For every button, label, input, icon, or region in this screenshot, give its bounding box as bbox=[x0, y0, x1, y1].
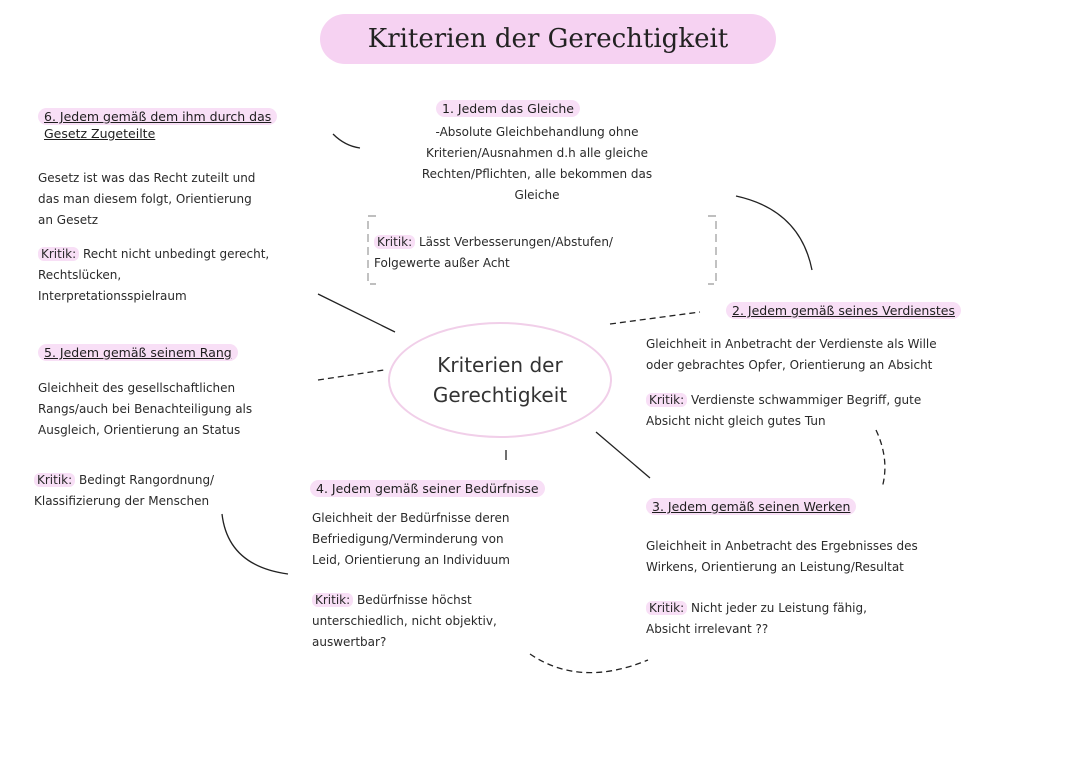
section-2-critique-label: Kritik: bbox=[646, 393, 687, 407]
section-1-heading bbox=[436, 100, 580, 117]
connector-s6-s1 bbox=[333, 134, 360, 148]
section-5-critique-text: Bedingt Rangordnung/ Klassifizierung der Menschen bbox=[34, 473, 215, 508]
section-6-heading-line1: 6. Jedem gemäß dem ihm durch das bbox=[38, 108, 277, 125]
section-2-critique-text: Verdienste schwammiger Begriff, gute Absicht nicht gleich gutes Tun bbox=[646, 393, 922, 428]
section-4-critique bbox=[312, 590, 602, 653]
page-title: Kriterien der Gerechtigkeit bbox=[320, 14, 776, 64]
section-2-body: Gleichheit in Anbetracht der Verdienste als Wille oder gebrachtes Opfer, Orientierung an Absicht bbox=[646, 337, 937, 372]
section-4-critique-label: Kritik: bbox=[312, 593, 353, 607]
connector-s4-s3-curve bbox=[530, 654, 648, 673]
section-5-heading-text: 5. Jedem gemäß seinem Rang bbox=[38, 344, 238, 361]
section-2-critique bbox=[646, 390, 1026, 432]
section-1-critique bbox=[374, 232, 714, 274]
section-5-body: Gleichheit des gesellschaftlichen Rangs/auch bei Benachteiligung als Ausgleich, Orientierung an Status bbox=[38, 381, 253, 437]
section-3-heading-text: 3. Jedem gemäß seinen Werken bbox=[646, 498, 856, 515]
center-topic: Kriterien der Gerechtigkeit bbox=[388, 322, 612, 438]
section-1-body: -Absolute Gleichbehandlung ohne Kriterien/Ausnahmen d.h alle gleiche Rechten/Pflichten, alle bekommen das Gleiche bbox=[421, 125, 653, 202]
section-3-critique-label: Kritik: bbox=[646, 601, 687, 615]
section-4-body: Gleichheit der Bedürfnisse deren Befriedigung/Verminderung von Leid, Orientierung an Individuum bbox=[312, 511, 510, 567]
connector-s2-s3-curve bbox=[876, 430, 885, 488]
section-3-critique-text: Nicht jeder zu Leistung fähig, Absicht irrelevant ?? bbox=[646, 601, 867, 636]
section-3-heading bbox=[646, 498, 856, 515]
section-5-heading bbox=[38, 344, 238, 361]
section-6-heading bbox=[38, 108, 277, 142]
section-6-heading-line2: Gesetz Zugeteilte bbox=[44, 126, 156, 141]
section-5-critique bbox=[34, 470, 294, 512]
section-3-critique bbox=[646, 598, 986, 640]
section-4-critique-text: Bedürfnisse höchst unterschiedlich, nicht objektiv, auswertbar? bbox=[312, 593, 497, 649]
section-6-critique bbox=[38, 244, 348, 307]
section-3-body: Gleichheit in Anbetracht des Ergebnisses des Wirkens, Orientierung an Leistung/Resultat bbox=[646, 539, 918, 574]
section-1-critique-label: Kritik: bbox=[374, 235, 415, 249]
section-5-critique-label: Kritik: bbox=[34, 473, 75, 487]
section-6-critique-text: Recht nicht unbedingt gerecht, Rechtslücken, Interpretationsspielraum bbox=[38, 247, 270, 303]
section-4-heading-text: 4. Jedem gemäß seiner Bedürfnisse bbox=[310, 480, 545, 497]
connector-s1-s2-curve bbox=[736, 196, 812, 270]
section-4-heading bbox=[310, 480, 545, 497]
section-2-heading bbox=[726, 302, 961, 319]
section-6-critique-label: Kritik: bbox=[38, 247, 79, 261]
section-2-heading-text: 2. Jedem gemäß seines Verdienstes bbox=[726, 302, 961, 319]
section-1-heading-text: 1. Jedem das Gleiche bbox=[436, 100, 580, 117]
connector-center-s2 bbox=[610, 312, 700, 324]
connector-center-s3 bbox=[596, 432, 650, 478]
section-6-body: Gesetz ist was das Recht zuteilt und das man diesem folgt, Orientierung an Gesetz bbox=[38, 171, 256, 227]
section-1-critique-text: Lässt Verbesserungen/Abstufen/ Folgewerte außer Acht bbox=[374, 235, 613, 270]
connector-s5-s4-curve bbox=[222, 514, 288, 574]
